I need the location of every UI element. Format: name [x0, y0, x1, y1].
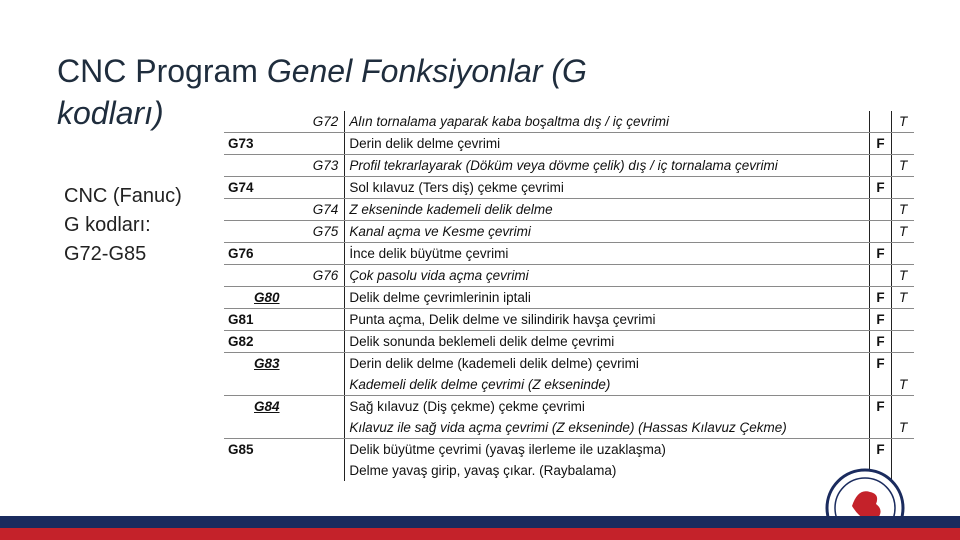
- g-code-table-body: [224, 111, 914, 481]
- t-flag-cell: [892, 331, 914, 353]
- g-code-cell: G85: [228, 442, 254, 457]
- g-code-cell: G72: [224, 111, 345, 133]
- description-cell: Delik büyütme çevrimi (yavaş ilerleme ile uzaklaşma): [345, 439, 869, 461]
- f-flag-cell: [869, 111, 892, 133]
- footer-bar: [0, 516, 960, 540]
- table-row: [224, 396, 914, 418]
- t-flag-cell: T: [892, 221, 914, 243]
- t-flag-cell: T: [892, 155, 914, 177]
- description-cell: Punta açma, Delik delme ve silindirik havşa çevrimi: [345, 309, 869, 331]
- table-row: [224, 287, 914, 309]
- f-flag-cell: F: [869, 396, 892, 418]
- g-code-cell: G74: [224, 199, 345, 221]
- table-row: [224, 111, 914, 133]
- f-flag-cell: F: [869, 133, 892, 155]
- f-flag-cell: F: [869, 243, 892, 265]
- left-line-3: G72-G85: [64, 243, 147, 265]
- f-flag-cell: [869, 155, 892, 177]
- g-code-cell: G76: [224, 243, 345, 265]
- description-cell: Kılavuz ile sağ vida açma çevrimi (Z ekseninde) (Hassas Kılavuz Çekme): [345, 417, 869, 439]
- t-flag-cell: [892, 177, 914, 199]
- f-flag-cell: [869, 199, 892, 221]
- g-code-cell: G81: [224, 309, 345, 331]
- t-flag-cell: T: [892, 374, 914, 396]
- g-code-table: [224, 111, 914, 481]
- g-code-cell: [224, 374, 345, 396]
- t-flag-cell: [892, 439, 914, 461]
- description-cell: Çok pasolu vida açma çevrimi: [345, 265, 869, 287]
- t-flag-cell: [892, 353, 914, 375]
- description-cell: Z ekseninde kademeli delik delme: [345, 199, 869, 221]
- table-row: [224, 133, 914, 155]
- f-flag-cell: [869, 417, 892, 439]
- description-cell: İnce delik büyütme çevrimi: [345, 243, 869, 265]
- g-code-cell: G75: [224, 221, 345, 243]
- g-code-cell: G83: [254, 356, 280, 371]
- f-flag-cell: F: [869, 309, 892, 331]
- t-flag-cell: T: [892, 287, 914, 309]
- f-flag-cell: [869, 265, 892, 287]
- table-row: [224, 243, 914, 265]
- table-row: [224, 331, 914, 353]
- description-cell: Kanal açma ve Kesme çevrimi: [345, 221, 869, 243]
- title-italic: Genel Fonksiyonlar (G kodları): [57, 53, 587, 131]
- f-flag-cell: F: [869, 177, 892, 199]
- description-cell: Delme yavaş girip, yavaş çıkar. (Raybalama): [345, 460, 869, 481]
- title-normal: CNC Program: [57, 53, 267, 89]
- g-code-cell: G84: [254, 399, 280, 414]
- footer-navy-stripe: [0, 516, 960, 528]
- description-cell: Derin delik delme (kademeli delik delme) çevrimi: [345, 353, 869, 375]
- g-code-cell: G73: [224, 155, 345, 177]
- table-row: [224, 460, 914, 481]
- t-flag-cell: [892, 243, 914, 265]
- f-flag-cell: F: [869, 439, 892, 461]
- description-cell: Delik delme çevrimlerinin iptali: [345, 287, 869, 309]
- g-code-cell: G73: [224, 133, 345, 155]
- description-cell: Derin delik delme çevrimi: [345, 133, 869, 155]
- t-flag-cell: [892, 309, 914, 331]
- description-cell: Delik sonunda beklemeli delik delme çevrimi: [345, 331, 869, 353]
- g-code-cell: G74: [224, 177, 345, 199]
- g-code-cell: G82: [224, 331, 345, 353]
- t-flag-cell: [892, 133, 914, 155]
- table-row: [224, 265, 914, 287]
- f-flag-cell: F: [869, 287, 892, 309]
- t-flag-cell: [892, 396, 914, 418]
- f-flag-cell: F: [869, 353, 892, 375]
- g-code-cell: G80: [224, 287, 345, 309]
- f-flag-cell: F: [869, 331, 892, 353]
- table-row: [224, 353, 914, 375]
- description-cell: Sol kılavuz (Ters diş) çekme çevrimi: [345, 177, 869, 199]
- left-line-2: G kodları:: [64, 214, 151, 236]
- f-flag-cell: [869, 221, 892, 243]
- table-row: [224, 417, 914, 439]
- description-cell: Alın tornalama yaparak kaba boşaltma dış / iç çevrimi: [345, 111, 869, 133]
- table-row: [224, 374, 914, 396]
- table-row: [224, 309, 914, 331]
- left-line-1: CNC (Fanuc): [64, 185, 182, 207]
- footer-red-stripe: [0, 528, 960, 540]
- left-text-block: [64, 182, 182, 269]
- table-row: [224, 199, 914, 221]
- table-row: [224, 155, 914, 177]
- f-flag-cell: [869, 374, 892, 396]
- t-flag-cell: T: [892, 199, 914, 221]
- description-cell: Kademeli delik delme çevrimi (Z ekseninde): [345, 374, 869, 396]
- g-code-cell: G76: [224, 265, 345, 287]
- table-row: [224, 177, 914, 199]
- description-cell: Sağ kılavuz (Diş çekme) çekme çevrimi: [345, 396, 869, 418]
- table-row: [224, 439, 914, 461]
- t-flag-cell: T: [892, 265, 914, 287]
- table-row: [224, 221, 914, 243]
- g-code-cell: [224, 460, 345, 481]
- description-cell: Profil tekrarlayarak (Döküm veya dövme çelik) dış / iç tornalama çevrimi: [345, 155, 869, 177]
- g-code-cell: [224, 417, 345, 439]
- t-flag-cell: T: [892, 417, 914, 439]
- t-flag-cell: T: [892, 111, 914, 133]
